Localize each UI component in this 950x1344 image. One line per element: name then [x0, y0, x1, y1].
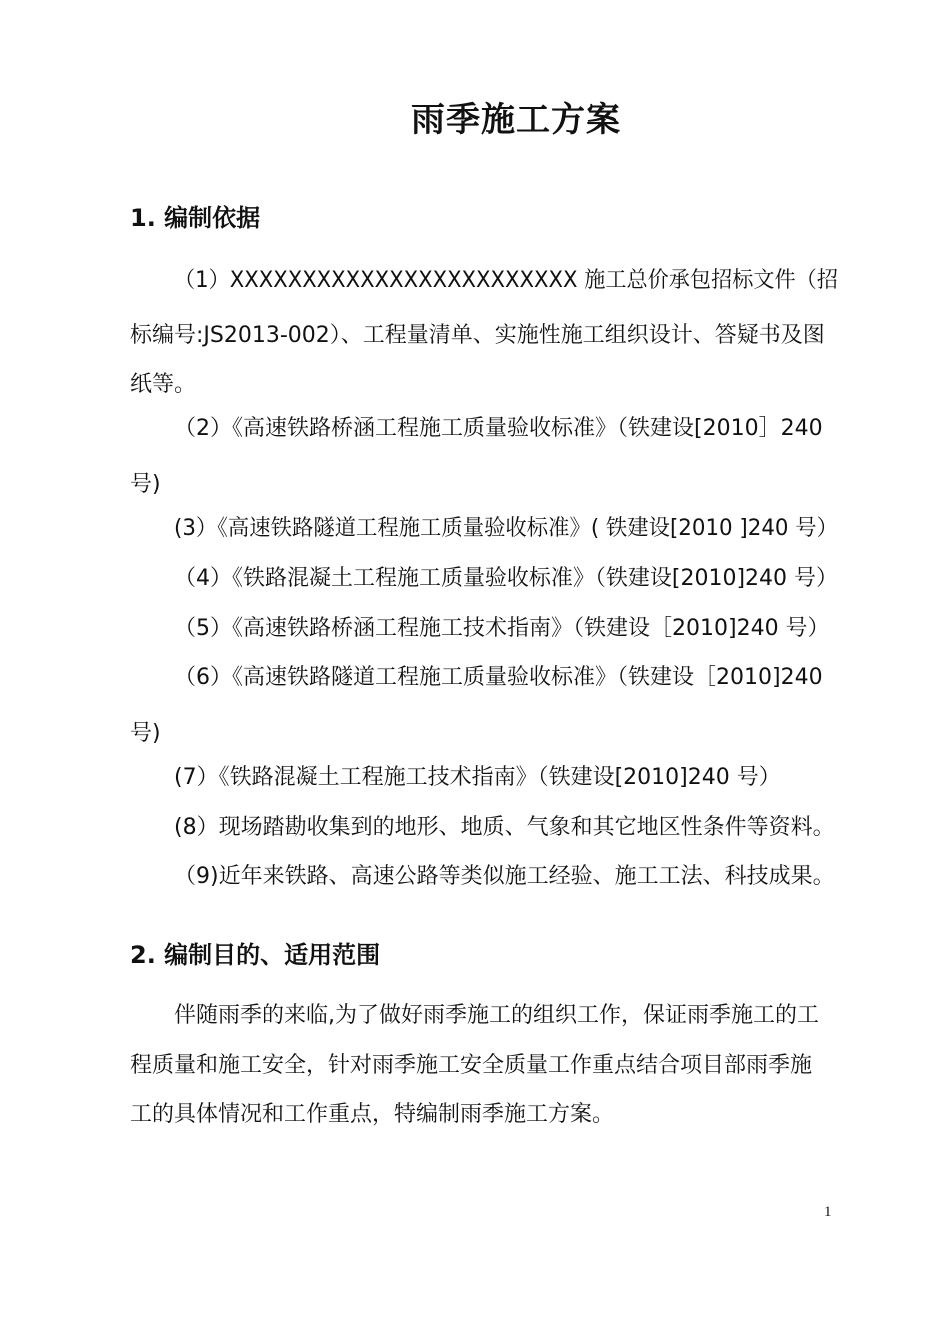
basis-item-9: （9)近年来铁路、高速公路等类似施工经验、施工工法、科技成果。 [174, 864, 835, 889]
document-title: 雨季施工方案 [411, 100, 621, 140]
purpose-paragraph-line-1: 伴随雨季的来临,为了做好雨季施工的组织工作，保证雨季施工的工 [174, 1003, 819, 1028]
section-heading-basis: 1. 编制依据 [130, 204, 261, 232]
basis-item-2-line-1: （2）《高速铁路桥涵工程施工质量验收标准》（铁建设[2010］240 [174, 416, 823, 441]
basis-item-5: （5）《高速铁路桥涵工程施工技术指南》（铁建设［2010]240 号） [174, 616, 830, 641]
page-number: 1 [824, 1204, 832, 1220]
basis-item-3: (3）《高速铁路隧道工程施工质量验收标准》( 铁建设[2010 ]240 号） [174, 516, 838, 541]
basis-item-4: （4）《铁路混凝土工程施工质量验收标准》（铁建设[2010]240 号） [174, 566, 839, 591]
basis-item-7: (7）《铁路混凝土工程施工技术指南》（铁建设[2010]240 号） [174, 765, 781, 790]
basis-item-1-line-3: 纸等。 [130, 372, 197, 397]
basis-item-1-line-1: （1）XXXXXXXXXXXXXXXXXXXXXXXX 施工总价承包招标文件（招 [174, 268, 838, 293]
purpose-paragraph-line-2: 程质量和施工安全，针对雨季施工安全质量工作重点结合项目部雨季施 [130, 1053, 813, 1078]
basis-item-6-line-1: （6）《高速铁路隧道工程施工质量验收标准》（铁建设［2010]240 [174, 665, 823, 690]
section-heading-purpose: 2. 编制目的、适用范围 [130, 941, 381, 969]
basis-item-8: (8）现场踏勘收集到的地形、地质、气象和其它地区性条件等资料。 [174, 815, 835, 840]
purpose-paragraph-line-3: 工的具体情况和工作重点，特编制雨季施工方案。 [130, 1102, 615, 1127]
basis-item-1-line-2: 标编号:JS2013-002）、工程量清单、实施性施工组织设计、答疑书及图 [130, 323, 825, 348]
basis-item-6-line-2: 号) [130, 721, 161, 746]
basis-item-2-line-2: 号) [130, 472, 161, 497]
